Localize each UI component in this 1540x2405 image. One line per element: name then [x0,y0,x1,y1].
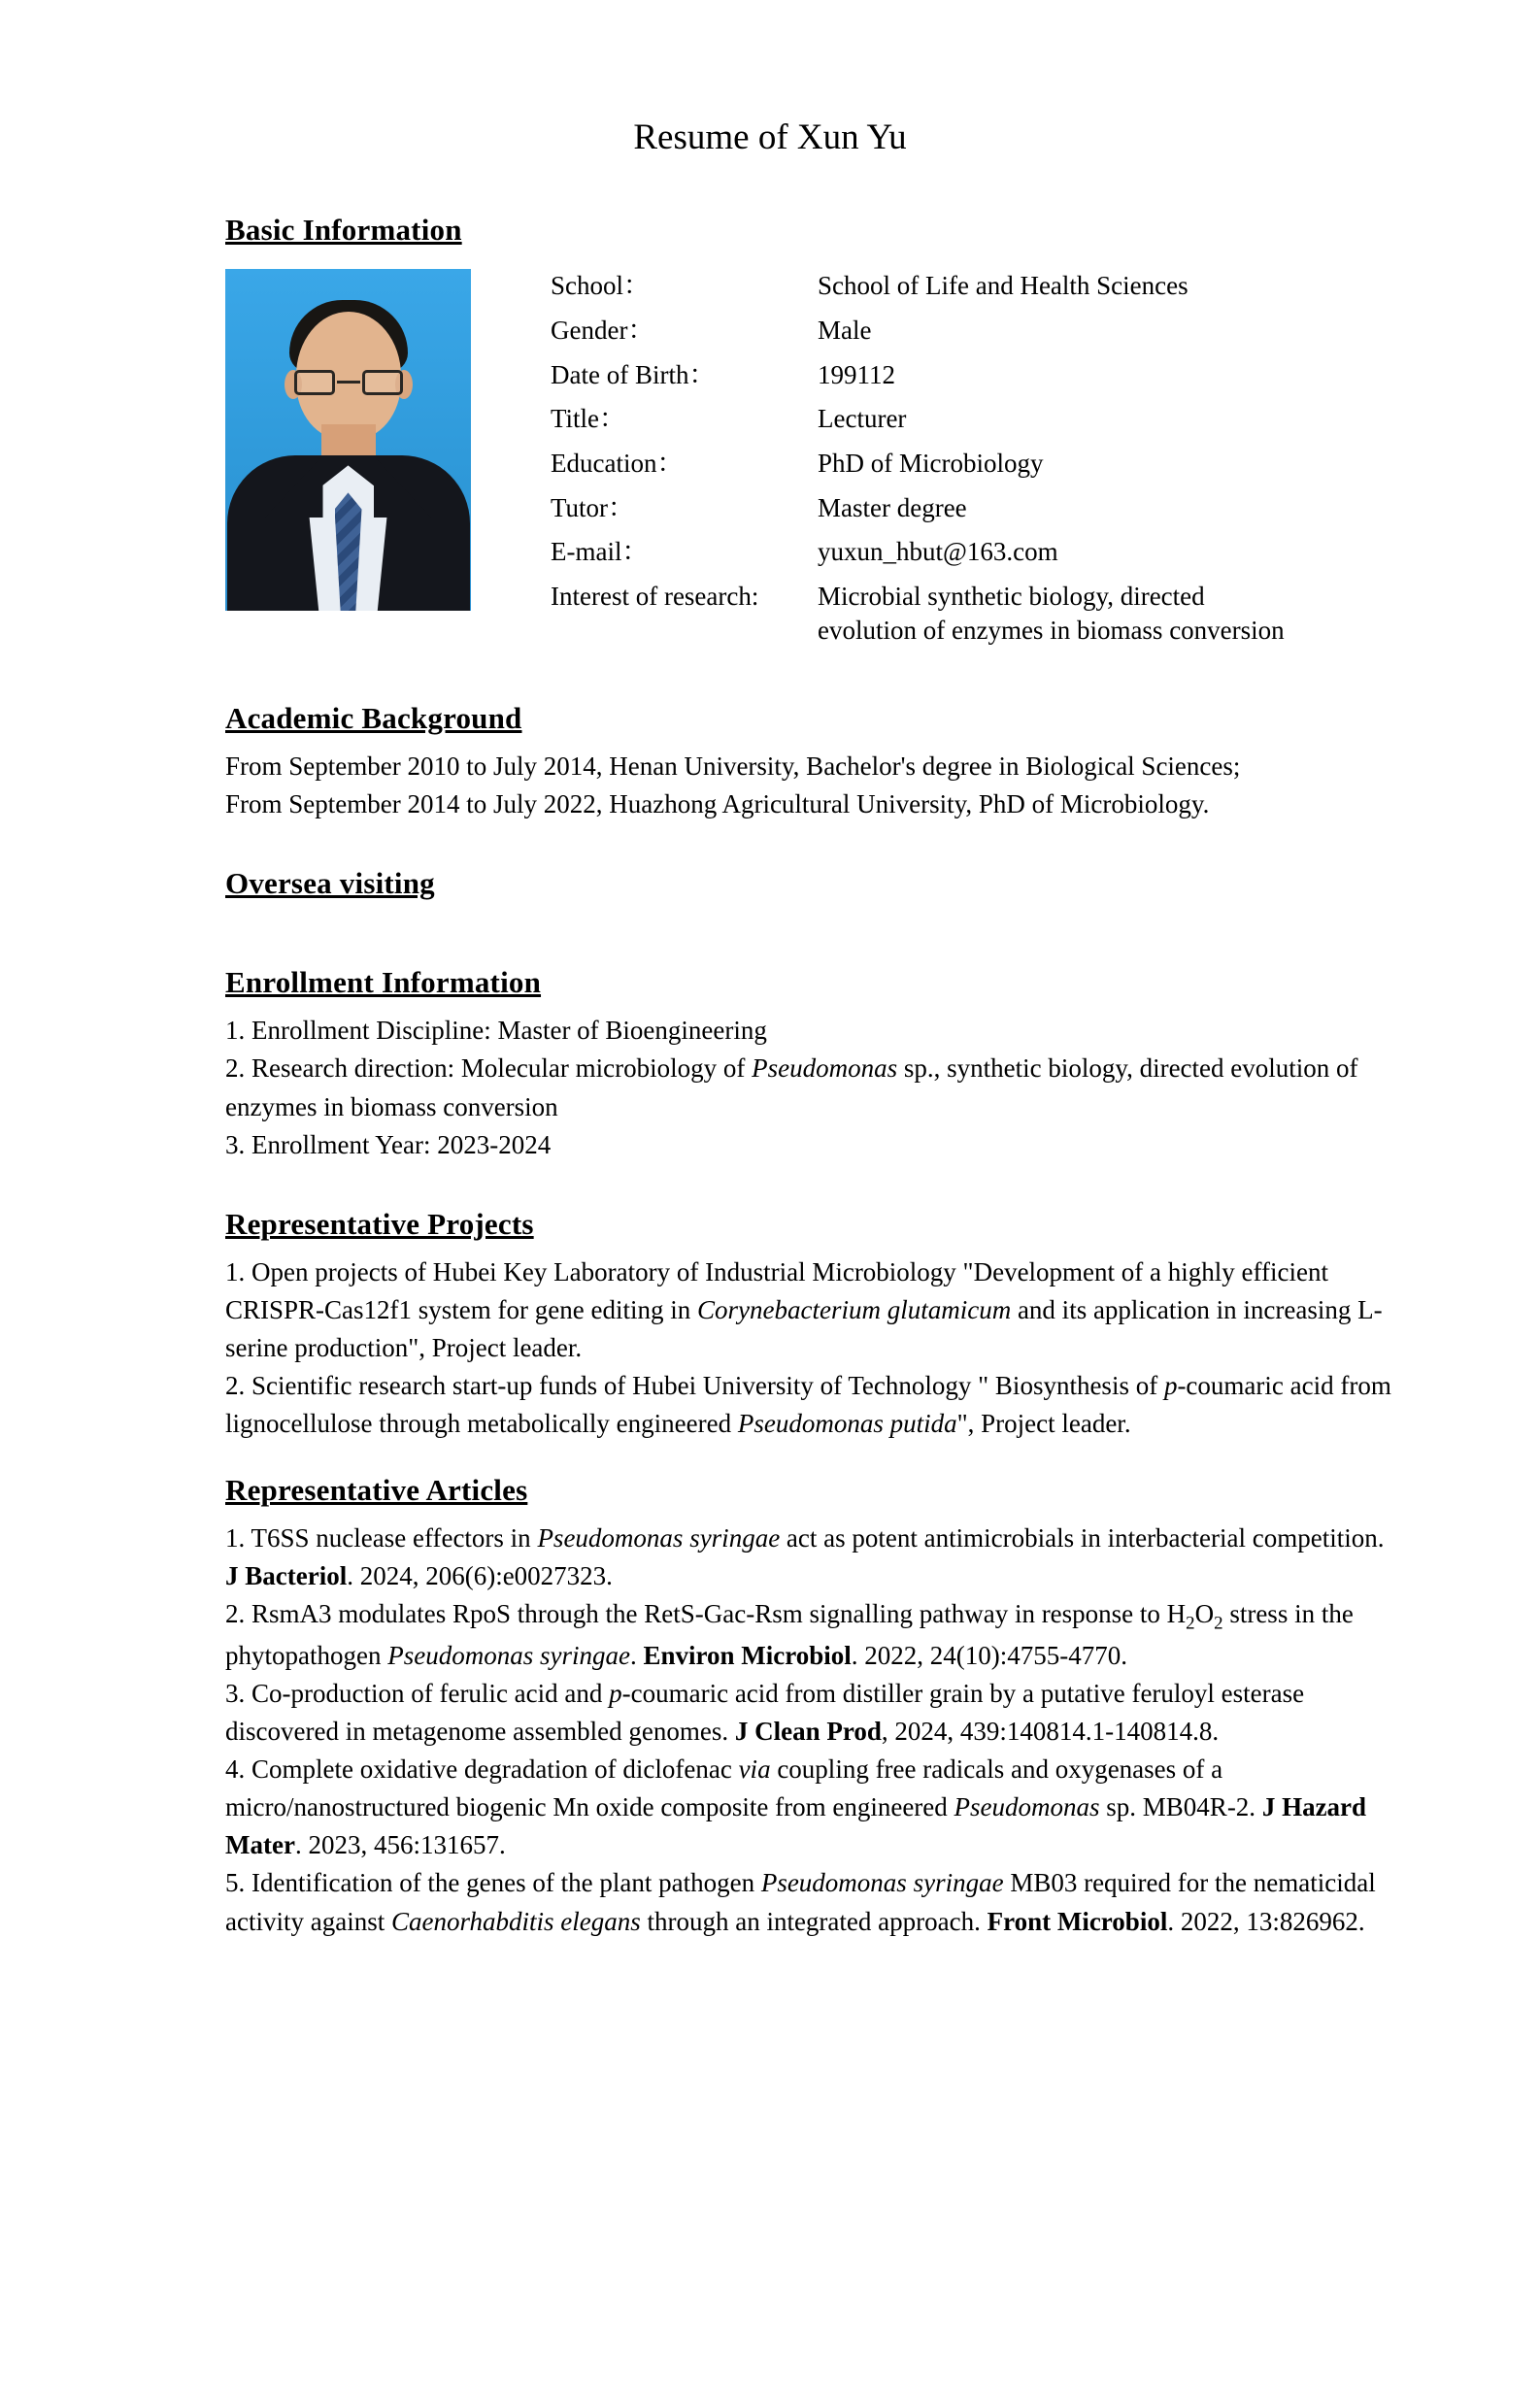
field-label-email: E-mail： [551,537,649,567]
list-item: 4. Complete oxidative degradation of diclofenac via coupling free radicals and oxygenases of a micro/nanostructured biogenic Mn oxide composite from engineered Pseudomonas sp. MB04R-2. J Hazard Mater. 2023, 456:131657. [225,1754,1367,1860]
list-item: 1. Enrollment Discipline: Master of Bioengineering [225,1016,767,1046]
list-item: 2. Scientific research start-up funds of Hubei University of Technology " Biosynthesis of p-coumaric acid from lignocellulose through metabolically engineered Pseudomonas putida", Project leader. [225,1371,1391,1439]
page-title: Resume of Xun Yu [633,117,907,157]
table-row [551,314,1303,358]
table-row [551,535,1303,580]
table-row [551,491,1303,536]
table-row [551,402,1303,447]
section-heading-basic-information: Basic Information [225,213,462,248]
section-heading-enrollment-information: Enrollment Information [225,965,542,1000]
section-heading-representative-articles: Representative Articles [225,1472,528,1507]
field-label-gender: Gender： [551,316,654,346]
list-item: 1. Open projects of Hubei Key Laboratory of Industrial Microbiology "Development of a highly efficient CRISPR-Cas12f1 system for gene editing in Corynebacterium glutamicum and its application in increasing L-serine production", Project leader. [225,1256,1383,1363]
table-row [551,358,1303,403]
field-label-interest-of-research: Interest of research: [551,581,759,611]
basic-information-block [146,269,1394,658]
table-row [551,269,1303,314]
portrait-photo [225,269,471,611]
list-item: 3. Enrollment Year: 2023-2024 [225,1129,552,1159]
field-value-title: Lecturer [818,404,907,434]
field-value-education: PhD of Microbiology [818,448,1044,478]
table-row [551,447,1303,491]
oversea-visiting-body [146,911,1394,965]
academic-background-line-1: From September 2010 to July 2014, Henan University, Bachelor's degree in Biological Sciences; [225,752,1241,782]
list-item: 3. Co-production of ferulic acid and p-coumaric acid from distiller grain by a putative feruloyl esterase discovered in metagenome assembled genomes. J Clean Prod, 2024, 439:140814.1-140814.8. [225,1678,1305,1746]
field-value-school: School of Life and Health Sciences [818,271,1188,301]
academic-background-line-2: From September 2014 to July 2022, Huazhong Agricultural University, PhD of Microbiology. [225,789,1210,819]
field-value-date-of-birth: 199112 [818,359,895,389]
field-value-gender: Male [818,316,872,346]
list-item: 1. T6SS nuclease effectors in Pseudomonas syringae act as potent antimicrobials in interbacterial competition. J Bacteriol. 2024, 206(6):e0027323. [225,1522,1385,1590]
field-label-school: School： [551,271,651,301]
field-label-education: Education： [551,448,684,478]
field-value-interest-of-research: Microbial synthetic biology, directed evolution of enzymes in biomass conversion [818,581,1285,646]
representative-articles-body [146,1520,1394,1941]
glasses-icon [294,370,403,395]
section-heading-representative-projects: Representative Projects [225,1206,534,1241]
table-row [551,580,1303,658]
field-label-date-of-birth: Date of Birth： [551,359,716,389]
enrollment-information-body [146,1012,1394,1164]
field-label-title: Title： [551,404,626,434]
field-value-tutor: Master degree [818,492,967,522]
basic-information-table [551,269,1303,658]
field-value-email: yuxun_hbut@163.com [818,537,1058,567]
list-item: 2. RsmA3 modulates RpoS through the RetS-Gac-Rsm signalling pathway in response to $H_2O_2$ stress in the phytopathogen Pseudomonas syringae. Environ Microbiol. 2022, 24(10):4755-4770. [225,1598,1354,1670]
list-item: 2. Research direction: Molecular microbiology of Pseudomonas sp., synthetic biology, directed evolution of enzymes in biomass conversion [225,1053,1358,1121]
academic-background-body [146,748,1394,823]
representative-projects-body [146,1253,1394,1444]
section-heading-oversea-visiting: Oversea visiting [225,866,435,901]
section-heading-academic-background: Academic Background [225,701,522,736]
field-label-tutor: Tutor： [551,492,635,522]
list-item: 5. Identification of the genes of the plant pathogen Pseudomonas syringae MB03 required for the nematicidal activity against Caenorhabditis elegans through an integrated approach. Front Microbiol. 2022, 13:826962. [225,1868,1376,1936]
